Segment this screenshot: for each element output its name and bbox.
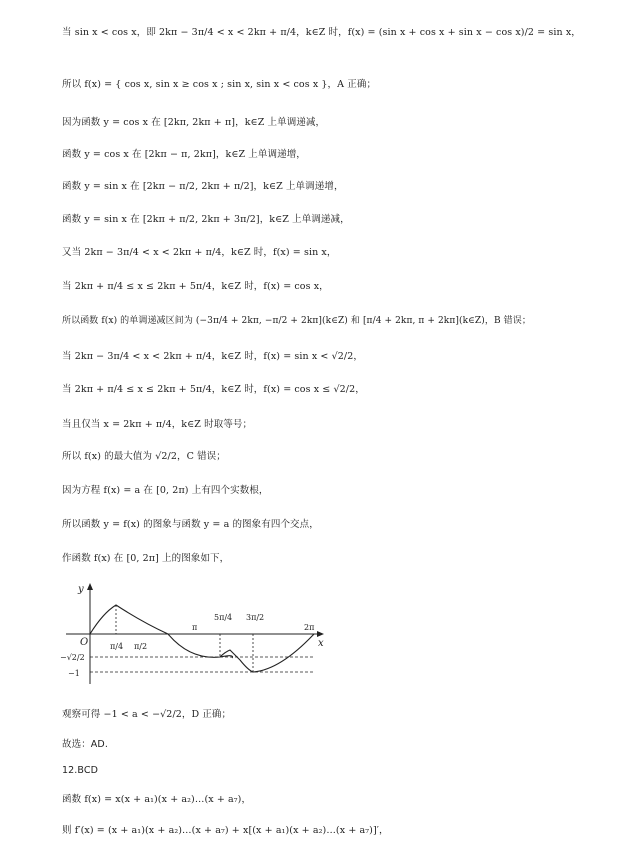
y-axis-arrow [87,583,93,590]
tick-neg-1: −1 [68,669,80,678]
function-graph [60,578,340,688]
text-line-20: 函数 f(x) = x(x + a₁)(x + a₂)…(x + a₇)， [62,794,252,805]
text-line-10: 当 2kπ − 3π/4 < x < 2kπ + π/4，k∈Z 时，f(x) = sin x < √2/2， [62,351,363,362]
text-line-4: 函数 y = cos x 在 [2kπ − π, 2kπ]，k∈Z 上单调递增， [62,149,306,160]
text-line-2: 所以 f(x) = { cos x, sin x ≥ cos x ; sin x, sin x < cos x }，A 正确； [62,79,377,90]
text-line-9: 所以函数 f(x) 的单调递减区间为 (−3π/4 + 2kπ, −π/2 + 2kπ](k∈Z) 和 [π/4 + 2kπ, π + 2kπ](k∈Z)，B 错误； [62,316,531,326]
text-line-19: 12.BCD [62,765,99,776]
text-line-6: 函数 y = sin x 在 [2kπ + π/2, 2kπ + 3π/2]，k∈Z 上单调递减， [62,214,350,225]
text-line-7: 又当 2kπ − 3π/4 < x < 2kπ + π/4，k∈Z 时，f(x) = sin x， [62,247,337,258]
x-axis-label: x [318,638,324,649]
tick-pi-4: π/4 [110,642,124,651]
text-line-8: 当 2kπ + π/4 ≤ x ≤ 2kπ + 5π/4，k∈Z 时，f(x) = cos x， [62,281,329,292]
text-line-16: 作函数 f(x) 在 [0, 2π] 上的图象如下， [62,553,230,564]
text-line-15: 所以函数 y = f(x) 的图象与函数 y = a 的图象有四个交点， [62,519,319,530]
tick-5pi-4: 5π/4 [214,613,233,622]
text-line-11: 当 2kπ + π/4 ≤ x ≤ 2kπ + 5π/4，k∈Z 时，f(x) = cos x ≤ √2/2， [62,384,365,395]
text-line-3: 因为函数 y = cos x 在 [2kπ, 2kπ + π]，k∈Z 上单调递减， [62,117,326,128]
text-line-5: 函数 y = sin x 在 [2kπ − π/2, 2kπ + π/2]，k∈Z 上单调递增， [62,181,344,192]
tick-2pi: 2π [304,623,315,632]
text-line-13: 所以 f(x) 的最大值为 √2/2，C 错误； [62,451,226,462]
origin-label: O [80,637,89,648]
text-line-17: 观察可得 −1 < a < −√2/2，D 正确； [62,709,232,720]
tick-pi-2: π/2 [134,642,148,651]
text-line-1: 当 sin x < cos x，即 2kπ − 3π/4 < x < 2kπ + π/4，k∈Z 时，f(x) = (sin x + cos x + sin x − cos x)/2 = sin x， [62,27,581,38]
tick-neg-sqrt2-2: −√2/2 [60,653,85,662]
tick-pi: π [192,623,198,632]
tick-3pi-2: 3π/2 [246,613,265,622]
text-line-14: 因为方程 f(x) = a 在 [0, 2π) 上有四个实数根， [62,485,269,496]
y-axis-label: y [78,584,84,595]
text-line-21: 则 f′(x) = (x + a₁)(x + a₂)…(x + a₇) + x[(x + a₁)(x + a₂)…(x + a₇)]′， [62,825,389,836]
text-line-12: 当且仅当 x = 2kπ + π/4，k∈Z 时取等号； [62,419,253,430]
text-line-18: 故选：AD. [62,739,108,750]
f-curve [90,605,314,672]
x-axis-arrow [317,631,324,637]
